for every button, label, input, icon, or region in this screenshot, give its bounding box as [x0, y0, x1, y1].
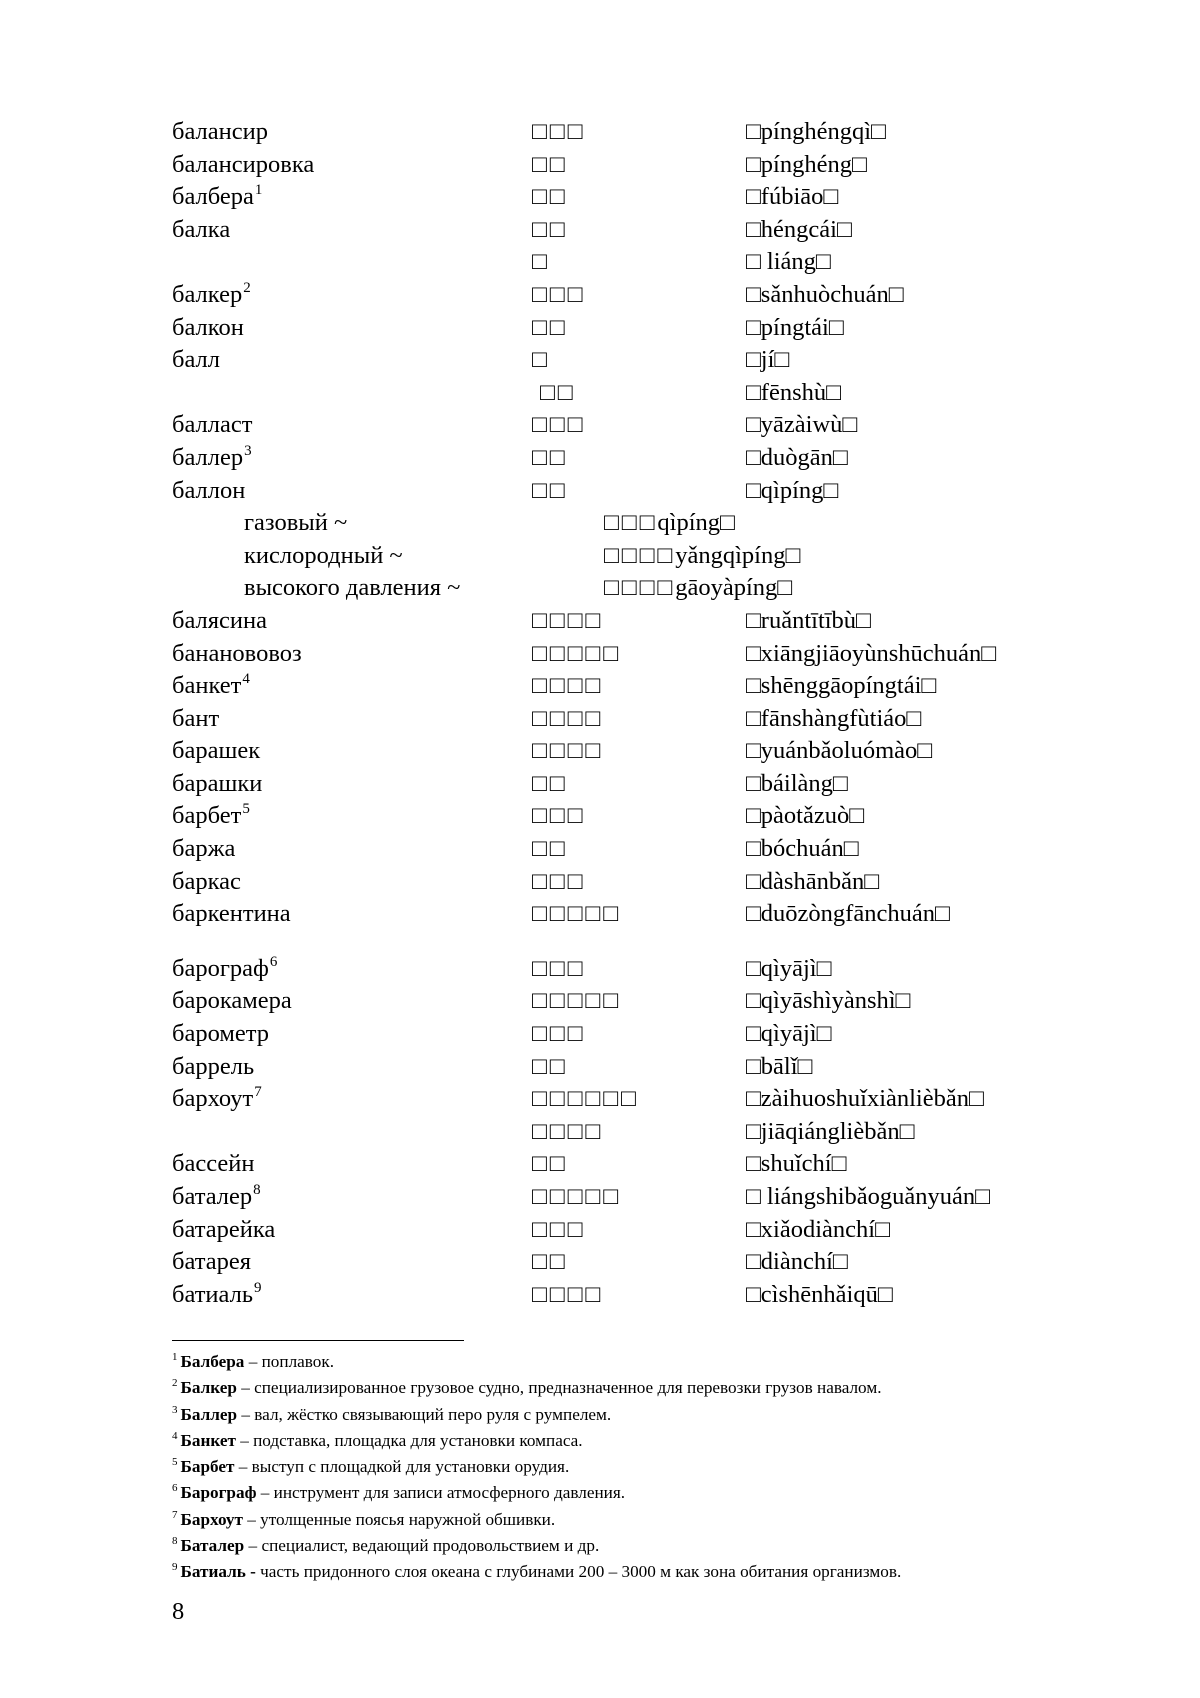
chinese-glyphs: □□□	[532, 1018, 585, 1051]
footnote-term: Баталер	[181, 1536, 245, 1555]
term-russian	[172, 866, 241, 899]
term-text: батарейка	[172, 1216, 275, 1243]
glossary-row	[172, 1246, 1072, 1279]
subterm-translation	[604, 572, 792, 605]
footnote-term: Батиаль -	[181, 1562, 256, 1581]
pinyin: □yuánbǎoluómào□	[746, 735, 932, 768]
pinyin: □qìyāshìyànshì□	[746, 985, 910, 1018]
subterm-translation	[604, 540, 800, 573]
pinyin: qìpíng□	[657, 509, 734, 536]
pinyin: □qìyājì□	[746, 1018, 831, 1051]
glossary-row	[172, 898, 1072, 931]
footnote	[172, 1455, 1132, 1481]
pinyin: □fānshàngfùtiáo□	[746, 703, 921, 736]
term-text: газовый ~	[244, 509, 347, 536]
pinyin: □sǎnhuòchuán□	[746, 279, 904, 312]
glossary-row	[172, 1181, 1072, 1214]
term-russian	[172, 1279, 262, 1315]
pinyin: □jí□	[746, 344, 789, 377]
chinese-glyphs: □□□□	[604, 574, 675, 601]
glossary-row	[172, 116, 1072, 149]
term-russian	[172, 800, 250, 836]
pinyin: □héngcái□	[746, 214, 852, 247]
chinese-glyphs: □□□	[532, 116, 585, 149]
term-text: балкер	[172, 281, 242, 308]
pinyin: □bóchuán□	[746, 833, 859, 866]
term-russian	[172, 1181, 261, 1217]
footnote-marker: 8	[253, 1182, 261, 1198]
footnote-number: 4	[172, 1430, 178, 1442]
subterm-translation	[604, 507, 735, 540]
glossary-row	[172, 377, 1072, 410]
footnote-text: – утолщенные поясья наружной обшивки.	[243, 1510, 555, 1529]
pinyin: □shēnggāopíngtái□	[746, 670, 936, 703]
term-russian	[172, 735, 260, 768]
pinyin: □qìpíng□	[746, 475, 838, 508]
glossary-row	[172, 344, 1072, 377]
term-text: кислородный ~	[244, 542, 403, 569]
pinyin: □báilàng□	[746, 768, 848, 801]
term-text: барашек	[172, 737, 260, 764]
pinyin: □bālǐ□	[746, 1051, 812, 1084]
chinese-glyphs: □□□	[532, 409, 585, 442]
pinyin: □zàihuoshuǐxiànlièbǎn□	[746, 1083, 984, 1116]
term-text: баркентина	[172, 900, 291, 927]
term-russian	[172, 214, 230, 247]
glossary-row	[172, 279, 1072, 312]
pinyin: □duògān□	[746, 442, 848, 475]
term-russian	[172, 1083, 262, 1119]
term-russian	[172, 605, 267, 638]
pinyin: □ruǎntītībù□	[746, 605, 871, 638]
chinese-glyphs: □□□□	[532, 1279, 603, 1312]
chinese-glyphs: □□□□□	[532, 1181, 621, 1214]
term-text: барометр	[172, 1020, 269, 1047]
glossary-row	[172, 1116, 1072, 1149]
footnote	[172, 1403, 1132, 1429]
term-text: барокамера	[172, 987, 292, 1014]
footnote	[172, 1534, 1132, 1560]
glossary-row	[172, 638, 1072, 671]
glossary-row	[172, 1148, 1072, 1181]
footnote-term: Баллер	[181, 1405, 238, 1424]
chinese-glyphs: □□□□□	[532, 898, 621, 931]
pinyin: □pínghéng□	[746, 149, 867, 182]
pinyin: □ liáng□	[746, 246, 831, 279]
pinyin: □ liángshibǎoguǎnyuán□	[746, 1181, 990, 1214]
chinese-glyphs: □□	[532, 181, 568, 214]
glossary-row	[172, 475, 1072, 508]
footnote-number: 1	[172, 1351, 178, 1363]
footnote-number: 7	[172, 1509, 178, 1521]
glossary-row	[172, 768, 1072, 801]
pinyin: □xiāngjiāoyùnshūchuán□	[746, 638, 996, 671]
chinese-glyphs: □□	[532, 768, 568, 801]
pinyin: gāoyàpíng□	[675, 574, 792, 601]
footnote-number: 3	[172, 1404, 178, 1416]
footnote-marker: 7	[254, 1084, 262, 1100]
glossary-row	[172, 1214, 1072, 1247]
footnote-term: Барбет	[181, 1457, 235, 1476]
glossary-row	[172, 703, 1072, 736]
term-text: бассейн	[172, 1150, 254, 1177]
pinyin: □fúbiāo□	[746, 181, 838, 214]
footnote-text: – специализированное грузовое судно, предназначенное для перевозки грузов навалом.	[237, 1378, 882, 1397]
chinese-glyphs: □□□	[604, 509, 657, 536]
term-russian	[172, 442, 252, 478]
pinyin: □qìyājì□	[746, 953, 831, 986]
term-text: балбера	[172, 183, 254, 210]
glossary-row	[172, 540, 1072, 573]
blank-row	[172, 931, 1072, 953]
chinese-glyphs: □□□	[532, 866, 585, 899]
glossary-row	[172, 1051, 1072, 1084]
term-text: баржа	[172, 835, 235, 862]
term-text: бант	[172, 705, 219, 732]
term-russian	[172, 1051, 254, 1084]
term-text: балясина	[172, 607, 267, 634]
subterm-russian	[244, 572, 460, 605]
glossary-row	[172, 866, 1072, 899]
glossary-row	[172, 181, 1072, 214]
footnote-marker: 4	[242, 671, 250, 687]
glossary-row	[172, 670, 1072, 703]
footnote-marker: 1	[255, 182, 263, 198]
chinese-glyphs: □□	[540, 377, 576, 410]
footnote	[172, 1481, 1132, 1507]
footnote-marker: 9	[254, 1280, 262, 1296]
term-russian	[172, 985, 292, 1018]
chinese-glyphs: □□□	[532, 1214, 585, 1247]
footnote-term: Барограф	[181, 1483, 257, 1502]
footnote-text: – поплавок.	[244, 1352, 334, 1371]
chinese-glyphs: □□□□□	[532, 638, 621, 671]
footnote-term: Балбера	[181, 1352, 245, 1371]
term-text: баллер	[172, 444, 243, 471]
chinese-glyphs: □□	[532, 1246, 568, 1279]
pinyin: yǎngqìpíng□	[675, 542, 800, 569]
term-text: балансировка	[172, 151, 314, 178]
glossary-row	[172, 953, 1072, 986]
glossary-row	[172, 800, 1072, 833]
term-russian	[172, 703, 219, 736]
term-russian	[172, 475, 245, 508]
term-text: банкет	[172, 672, 241, 699]
term-text: балласт	[172, 411, 252, 438]
glossary-row	[172, 1279, 1072, 1312]
glossary-row	[172, 312, 1072, 345]
term-text: балкон	[172, 314, 244, 341]
term-text: барограф	[172, 955, 269, 982]
pinyin: □yāzàiwù□	[746, 409, 857, 442]
term-russian	[172, 638, 302, 671]
term-russian	[172, 768, 262, 801]
pinyin: □diànchí□	[746, 1246, 848, 1279]
chinese-glyphs: □□□□	[532, 1116, 603, 1149]
footnote-marker: 3	[244, 443, 252, 459]
pinyin: □cìshēnhǎiqū□	[746, 1279, 893, 1312]
chinese-glyphs: □□□□	[532, 605, 603, 638]
pinyin: □dàshānbǎn□	[746, 866, 879, 899]
chinese-glyphs: □□	[532, 475, 568, 508]
glossary-row	[172, 442, 1072, 475]
chinese-glyphs: □□	[532, 1148, 568, 1181]
glossary-row	[172, 572, 1072, 605]
footnote-term: Банкет	[181, 1431, 236, 1450]
chinese-glyphs: □□□□	[532, 703, 603, 736]
chinese-glyphs: □□□□□	[532, 985, 621, 1018]
footnote-separator	[172, 1340, 464, 1341]
term-text: балл	[172, 346, 220, 373]
glossary-entries	[172, 116, 1072, 1311]
term-russian	[172, 1018, 269, 1051]
footnote-number: 9	[172, 1561, 178, 1573]
footnote-number: 5	[172, 1456, 178, 1468]
term-text: бананововоз	[172, 640, 302, 667]
term-text: баллон	[172, 477, 245, 504]
chinese-glyphs: □□□	[532, 953, 585, 986]
pinyin: □jiāqiánglièbǎn□	[746, 1116, 914, 1149]
term-russian	[172, 670, 250, 706]
glossary-row	[172, 409, 1072, 442]
chinese-glyphs: □□□□	[532, 670, 603, 703]
chinese-glyphs: □□	[532, 214, 568, 247]
glossary-row	[172, 1083, 1072, 1116]
term-russian	[172, 312, 244, 345]
term-russian	[172, 953, 277, 989]
document-page	[0, 0, 1200, 1698]
footnote	[172, 1376, 1132, 1402]
footnote-marker: 5	[242, 801, 250, 817]
glossary-row	[172, 246, 1072, 279]
pinyin: □pínghéngqì□	[746, 116, 886, 149]
chinese-glyphs: □□	[532, 149, 568, 182]
footnote-text: – подставка, площадка для установки компаса.	[236, 1431, 583, 1450]
footnote	[172, 1350, 1132, 1376]
chinese-glyphs: □□□□	[604, 542, 675, 569]
footnote-number: 2	[172, 1377, 178, 1389]
term-russian	[172, 279, 251, 315]
glossary-row	[172, 605, 1072, 638]
term-text: батиаль	[172, 1281, 253, 1308]
term-text: балка	[172, 216, 230, 243]
footnote-number: 8	[172, 1535, 178, 1547]
term-text: бархоут	[172, 1085, 253, 1112]
subterm-russian	[244, 540, 403, 573]
term-russian	[172, 833, 235, 866]
footnote-marker: 6	[270, 954, 278, 970]
chinese-glyphs: □□□□	[532, 735, 603, 768]
pinyin: □duōzòngfānchuán□	[746, 898, 950, 931]
chinese-glyphs: □□	[532, 1051, 568, 1084]
footnote-term: Бархоут	[181, 1510, 243, 1529]
term-text: барбет	[172, 802, 241, 829]
term-text: балансир	[172, 118, 268, 145]
subterm-russian	[244, 507, 347, 540]
term-russian	[172, 1246, 251, 1279]
glossary-row	[172, 833, 1072, 866]
footnote-text: – вал, жёстко связывающий перо руля с румпелем.	[237, 1405, 611, 1424]
term-text: баррель	[172, 1053, 254, 1080]
term-russian	[172, 149, 314, 182]
footnote-marker: 2	[243, 280, 251, 296]
term-text: баталер	[172, 1183, 252, 1210]
chinese-glyphs: □□□	[532, 279, 585, 312]
chinese-glyphs: □	[532, 344, 550, 377]
footnote	[172, 1560, 1132, 1586]
chinese-glyphs: □□□□□□	[532, 1083, 639, 1116]
footnote-text: – специалист, ведающий продовольствием и др.	[244, 1536, 599, 1555]
footnote-text: – инструмент для записи атмосферного давления.	[256, 1483, 625, 1502]
term-text: высокого давления ~	[244, 574, 460, 601]
term-text: баркас	[172, 868, 241, 895]
chinese-glyphs: □□	[532, 442, 568, 475]
pinyin: □pàotǎzuò□	[746, 800, 864, 833]
footnote-text: – выступ с площадкой для установки орудия.	[234, 1457, 569, 1476]
glossary-row	[172, 149, 1072, 182]
footnote-text: часть придонного слоя океана с глубинами 200 – 3000 м как зона обитания организмов.	[256, 1562, 901, 1581]
chinese-glyphs: □□	[532, 833, 568, 866]
term-russian	[172, 116, 268, 149]
footnote-term: Балкер	[181, 1378, 237, 1397]
term-russian	[172, 1214, 275, 1247]
pinyin: □shuǐchí□	[746, 1148, 846, 1181]
footnotes	[172, 1350, 1132, 1587]
footnote	[172, 1508, 1132, 1534]
pinyin: □fēnshù□	[746, 377, 841, 410]
term-russian	[172, 344, 220, 377]
term-text: батарея	[172, 1248, 251, 1275]
glossary-row	[172, 214, 1072, 247]
glossary-row	[172, 507, 1072, 540]
term-russian	[172, 898, 291, 931]
glossary-row	[172, 985, 1072, 1018]
pinyin: □xiǎodiànchí□	[746, 1214, 890, 1247]
glossary-row	[172, 735, 1072, 768]
pinyin: □píngtái□	[746, 312, 844, 345]
term-russian	[172, 409, 252, 442]
chinese-glyphs: □□	[532, 312, 568, 345]
term-russian	[172, 1148, 254, 1181]
glossary-row	[172, 1018, 1072, 1051]
term-text: барашки	[172, 770, 262, 797]
term-russian	[172, 181, 262, 217]
footnote	[172, 1429, 1132, 1455]
footnote-number: 6	[172, 1482, 178, 1494]
chinese-glyphs: □□□	[532, 800, 585, 833]
chinese-glyphs: □	[532, 246, 550, 279]
page-number: 8	[172, 1598, 184, 1626]
